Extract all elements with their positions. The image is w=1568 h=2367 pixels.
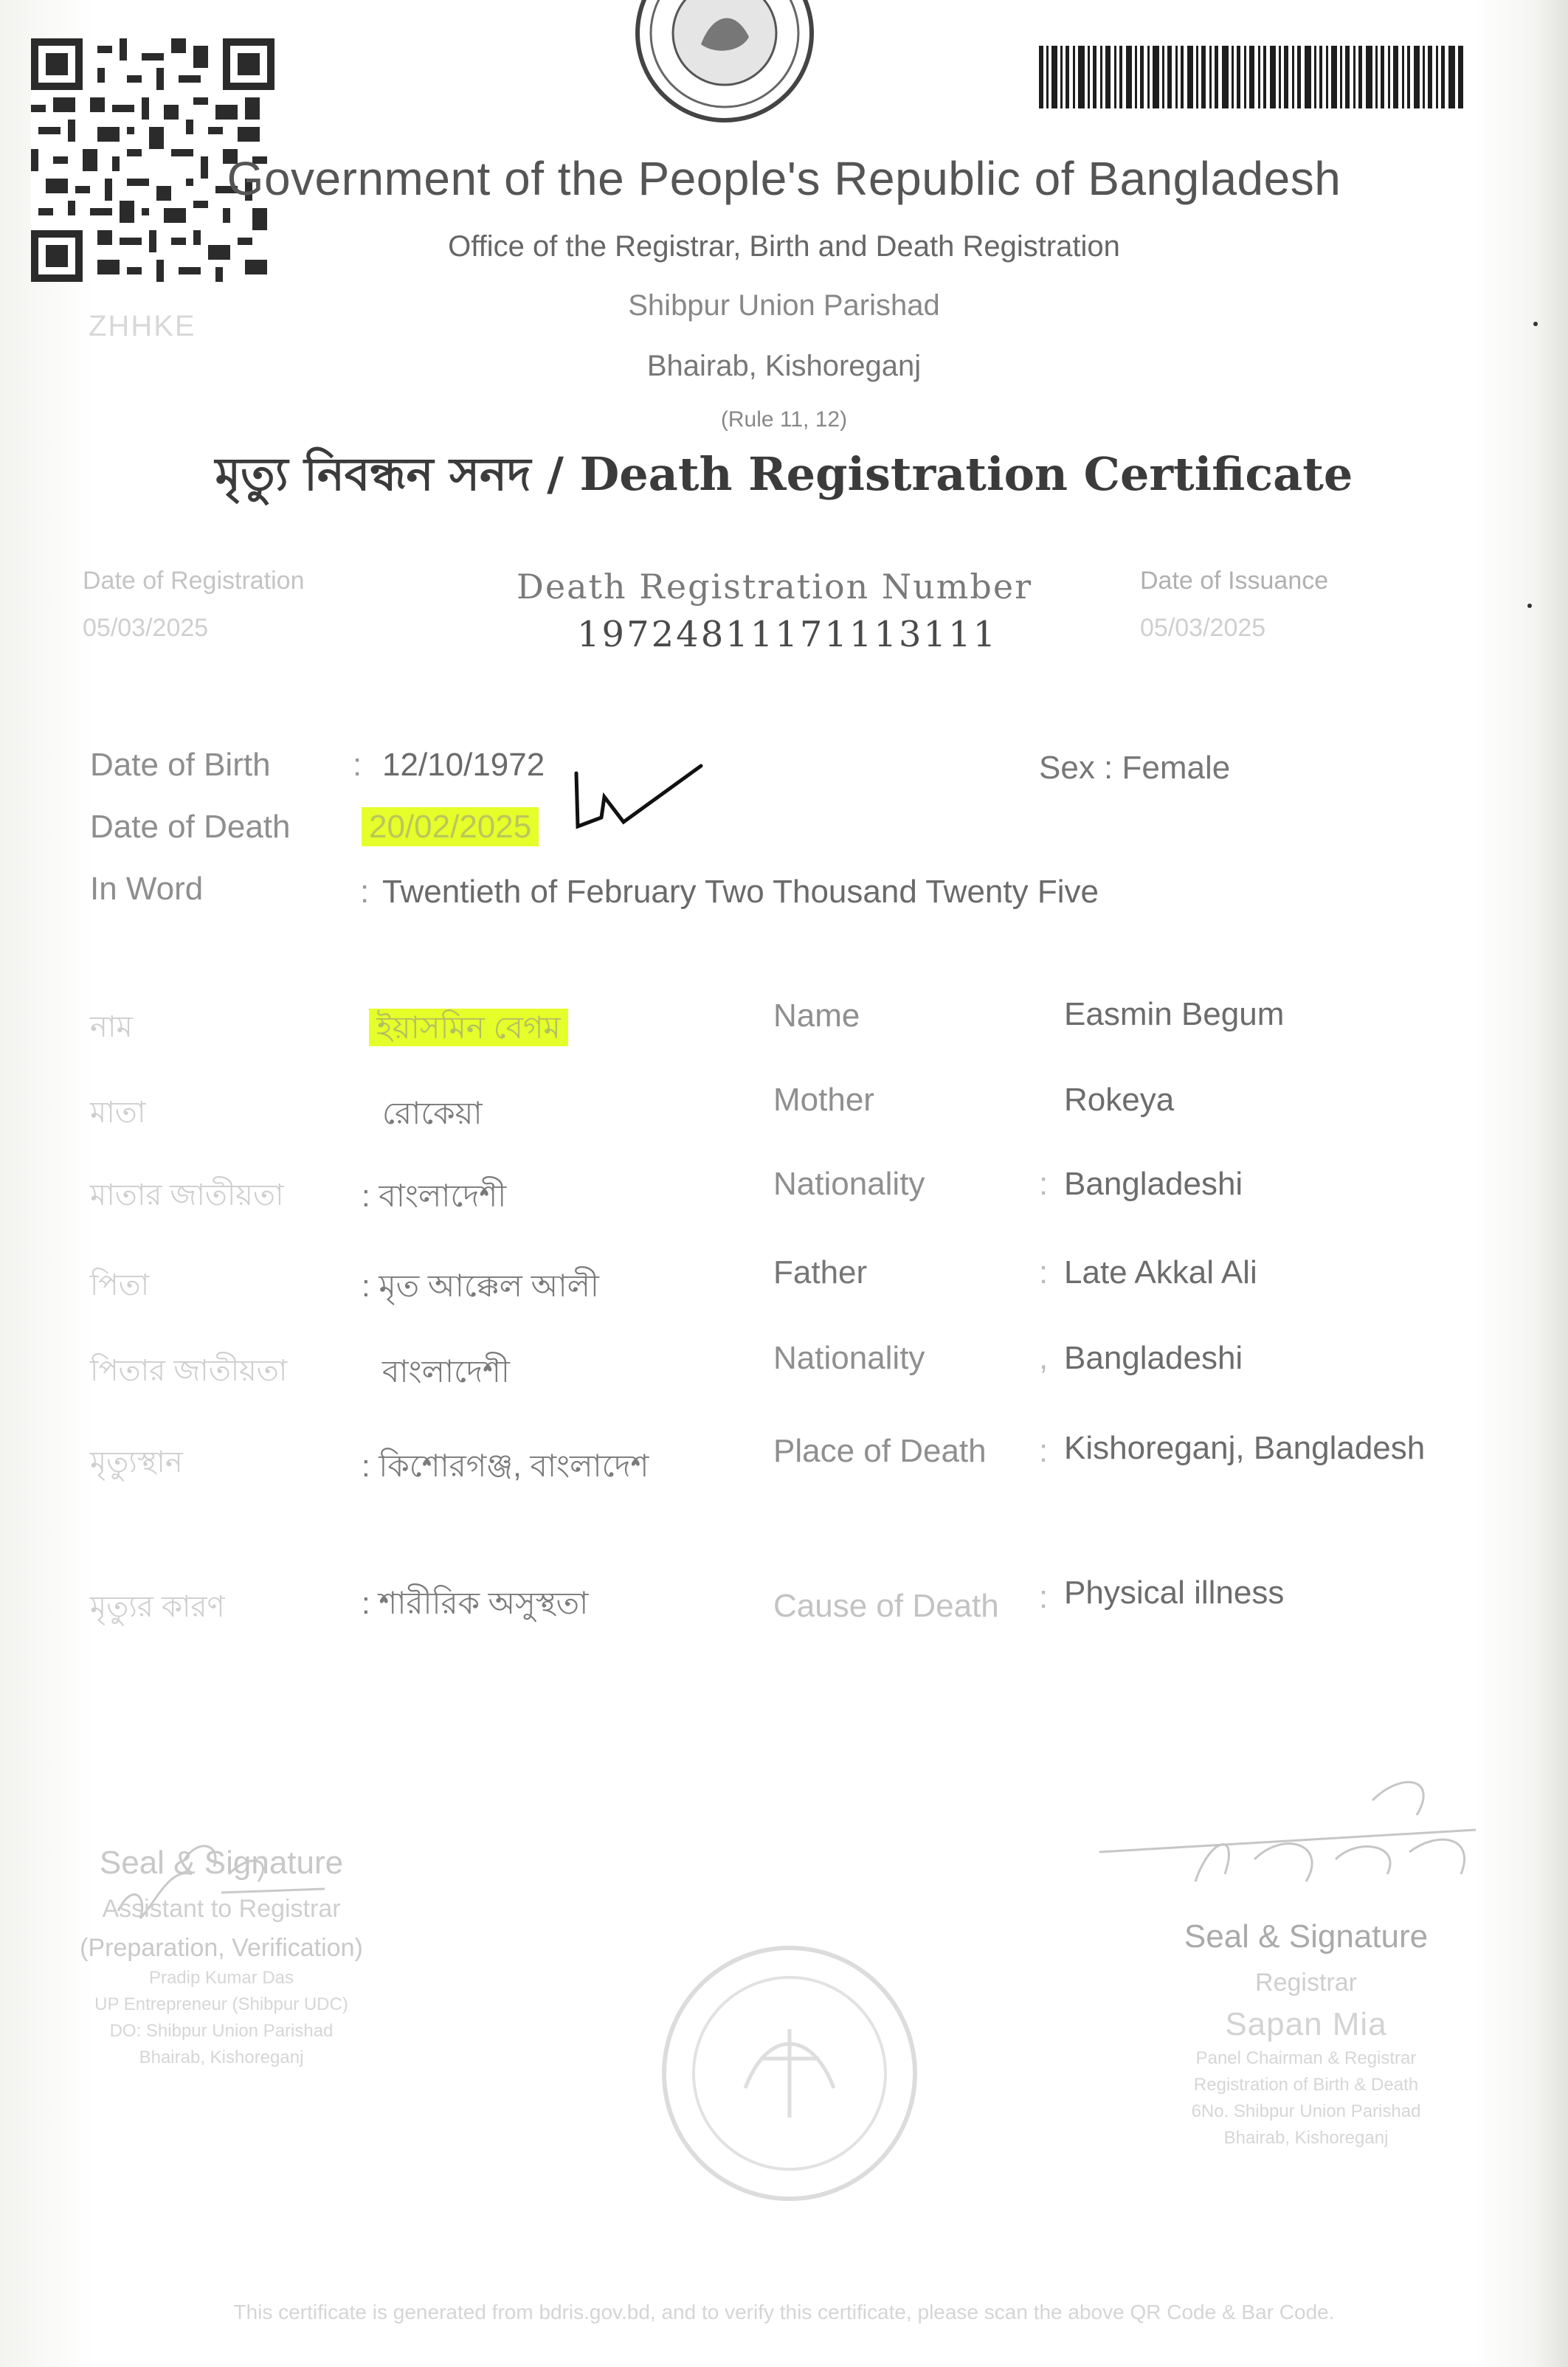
- left-signature-block: [44, 1845, 398, 2069]
- right-name: Sapan Mia: [1225, 2006, 1387, 2042]
- en-name-label: Name: [773, 998, 860, 1034]
- date-of-issuance-value: 05/03/2025: [1140, 614, 1266, 642]
- bn-place-of-death-label: মৃত্যুস্থান: [90, 1446, 183, 1479]
- right-signature-scribble: [1092, 1749, 1505, 1926]
- right-signature-block: [1107, 1918, 1505, 2149]
- dob-value: 12/10/1972: [382, 747, 545, 783]
- qr-caption: ZHHKE: [89, 310, 196, 342]
- government-title: Government of the People's Republic of Bangladesh: [227, 152, 1341, 205]
- date-of-issuance-label: Date of Issuance: [1140, 567, 1329, 595]
- right-seal-label: Seal & Signature: [1184, 1918, 1429, 1955]
- bn-father-label: পিতা: [90, 1269, 150, 1302]
- en-place-of-death-value: Kishoreganj, Bangladesh: [1064, 1430, 1426, 1466]
- speck: [1527, 604, 1532, 608]
- tick-mark-icon: [572, 759, 705, 847]
- en-mother-nationality-value: Bangladeshi: [1064, 1166, 1243, 1202]
- en-cause-of-death-label: Cause of Death: [773, 1588, 999, 1624]
- in-word-value: Twentieth of February Two Thousand Twenty Five: [382, 874, 1099, 910]
- en-name-value: Easmin Begum: [1064, 996, 1285, 1032]
- right-role: Registrar: [1255, 1969, 1357, 1997]
- right-line-2: Registration of Birth & Death: [1193, 2075, 1419, 2095]
- bn-cause-of-death-value: : শারীরিক অসুস্থতা: [362, 1586, 589, 1620]
- bn-father-nationality-value: বাংলাদেশী: [382, 1354, 510, 1389]
- bn-name-highlight: ইয়াসমিন বেগম: [369, 1009, 568, 1046]
- bn-mother-nationality-label: মাতার জাতীয়তা: [90, 1179, 284, 1212]
- right-line-1: Panel Chairman & Registrar: [1195, 2048, 1417, 2068]
- government-emblem-icon: [631, 0, 819, 125]
- in-word-colon: :: [360, 874, 370, 910]
- left-seal-label: Seal & Signature: [99, 1845, 344, 1881]
- en-mother-value: Rokeya: [1064, 1082, 1175, 1118]
- en-father-label: Father: [773, 1254, 868, 1290]
- footer-note: This certificate is generated from bdris.gov.bd, and to verify this certificate, please scan the above QR Code & Bar Code.: [233, 2301, 1335, 2323]
- date-of-registration-value: 05/03/2025: [83, 614, 209, 642]
- en-mother-nationality-label: Nationality: [773, 1166, 925, 1202]
- date-of-registration-label: Date of Registration: [83, 567, 305, 595]
- rule-reference: (Rule 11, 12): [720, 407, 848, 432]
- bn-place-of-death-value: : কিশোরগঞ্জ, বাংলাদেশ: [362, 1448, 649, 1483]
- sex-value: Sex : Female: [1039, 750, 1231, 786]
- left-line-3: Bhairab, Kishoreganj: [139, 2048, 304, 2067]
- dob-colon: :: [353, 747, 362, 783]
- left-line-1: UP Entrepreneur (Shibpur UDC): [94, 1994, 348, 2014]
- barcode[interactable]: [1039, 46, 1463, 108]
- dod-value: [362, 809, 539, 846]
- certificate-title: মৃত্যু নিবন্ধন সনদ / Death Registration Certificate: [215, 447, 1353, 501]
- en-father-nationality-value: Bangladeshi: [1064, 1340, 1243, 1376]
- office-title: Office of the Registrar, Birth and Death Registration: [448, 230, 1120, 263]
- en-father-value: Late Akkal Ali: [1064, 1254, 1257, 1290]
- dod-label: Date of Death: [90, 809, 291, 845]
- right-line-3: 6No. Shibpur Union Parishad: [1191, 2101, 1421, 2121]
- speck: [1533, 322, 1538, 326]
- registration-number-value: 19724811171113111: [577, 614, 998, 655]
- en-cause-of-death-value: Physical illness: [1064, 1575, 1285, 1611]
- bn-name-label: নাম: [90, 1011, 133, 1043]
- dob-label: Date of Birth: [90, 747, 271, 783]
- left-name: Pradip Kumar Das: [148, 1968, 294, 1988]
- bn-mother-value: রোকেয়া: [382, 1096, 483, 1130]
- right-line-4: Bhairab, Kishoreganj: [1223, 2128, 1389, 2148]
- bn-name-value: [369, 1003, 568, 1056]
- dod-highlight: 20/02/2025: [362, 807, 539, 846]
- left-line-2: DO: Shibpur Union Parishad: [109, 2021, 334, 2041]
- bn-mother-nationality-value: : বাংলাদেশী: [362, 1178, 507, 1213]
- district: Bhairab, Kishoreganj: [646, 350, 922, 382]
- union-parishad: Shibpur Union Parishad: [628, 289, 940, 322]
- bn-father-value: : মৃত আক্কেল আলী: [362, 1268, 599, 1303]
- en-father-nationality-label: Nationality: [773, 1340, 925, 1376]
- left-role: Assistant to Registrar: [102, 1895, 341, 1923]
- left-purpose: (Preparation, Verification): [80, 1934, 363, 1962]
- en-place-of-death-label: Place of Death: [773, 1433, 987, 1469]
- en-mother-label: Mother: [773, 1082, 874, 1118]
- union-parishad-seal-icon: [657, 1941, 922, 2206]
- registration-number-label: Death Registration Number: [517, 567, 1033, 607]
- in-word-label: In Word: [90, 871, 204, 907]
- bn-father-nationality-label: পিতার জাতীয়তা: [90, 1355, 288, 1387]
- bn-mother-label: মাতা: [90, 1096, 146, 1129]
- bn-cause-of-death-label: মৃত্যুর কারণ: [90, 1591, 225, 1623]
